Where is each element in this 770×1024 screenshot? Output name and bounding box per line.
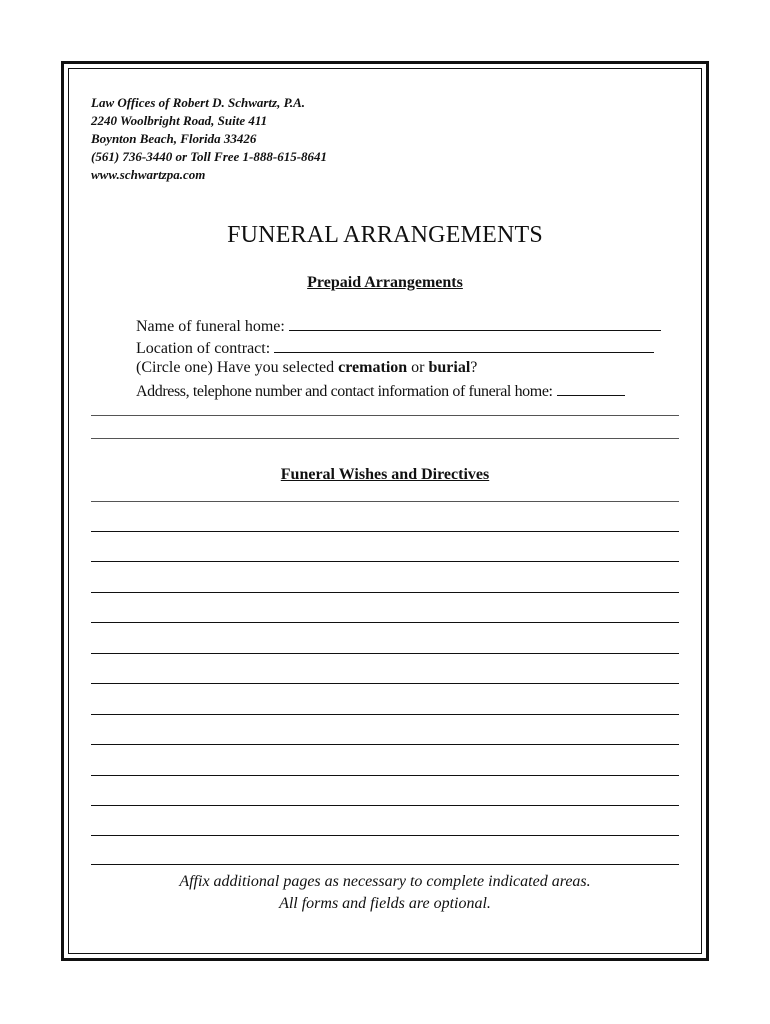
address-blank[interactable] [557,381,625,396]
wishes-line-1[interactable] [91,501,679,502]
circle-prefix: (Circle one) Have you selected [136,359,339,376]
location-blank[interactable] [274,338,654,353]
address-label: Address, telephone number and contact information of funeral home: [136,383,553,400]
prepaid-heading: Prepaid Arrangements [307,274,463,291]
funeral-home-blank[interactable] [289,316,661,331]
wishes-line-7[interactable] [91,683,679,684]
footer-line-1: Affix additional pages as necessary to complete indicated areas. [179,873,591,890]
wishes-line-3[interactable] [91,561,679,562]
wishes-line-4[interactable] [91,592,679,593]
wishes-line-5[interactable] [91,622,679,623]
website: www.schwartzpa.com [91,167,206,182]
address-line-2[interactable] [91,438,679,439]
question-mark: ? [470,359,478,376]
funeral-home-field [136,316,661,336]
location-field [136,338,654,358]
wishes-line-10[interactable] [91,775,679,776]
wishes-line-2[interactable] [91,531,679,532]
document-title: FUNERAL ARRANGEMENTS [227,222,543,248]
address-line-1[interactable] [91,415,679,416]
wishes-line-8[interactable] [91,714,679,715]
wishes-line-6[interactable] [91,653,679,654]
wishes-line-12[interactable] [91,835,679,836]
letterhead [91,94,327,184]
address-field [136,381,625,401]
footer-line-2: All forms and fields are optional. [279,895,491,912]
footer-note [0,871,770,915]
circle-one-question [136,359,477,377]
wishes-line-13[interactable] [91,864,679,865]
wishes-heading: Funeral Wishes and Directives [280,466,490,483]
wishes-line-9[interactable] [91,744,679,745]
street-address: 2240 Woolbright Road, Suite 411 [91,113,268,128]
page-border-inner [68,68,702,954]
cremation-option[interactable]: cremation [338,359,408,376]
phone-numbers: (561) 736-3440 or Toll Free 1-888-615-8641 [91,149,328,164]
or-text: or [407,359,429,376]
funeral-home-label: Name of funeral home: [136,318,285,335]
wishes-line-11[interactable] [91,805,679,806]
city-address: Boynton Beach, Florida 33426 [91,131,257,146]
location-label: Location of contract: [136,340,271,357]
burial-option[interactable]: burial [428,359,471,376]
firm-name: Law Offices of Robert D. Schwartz, P.A. [91,95,306,110]
